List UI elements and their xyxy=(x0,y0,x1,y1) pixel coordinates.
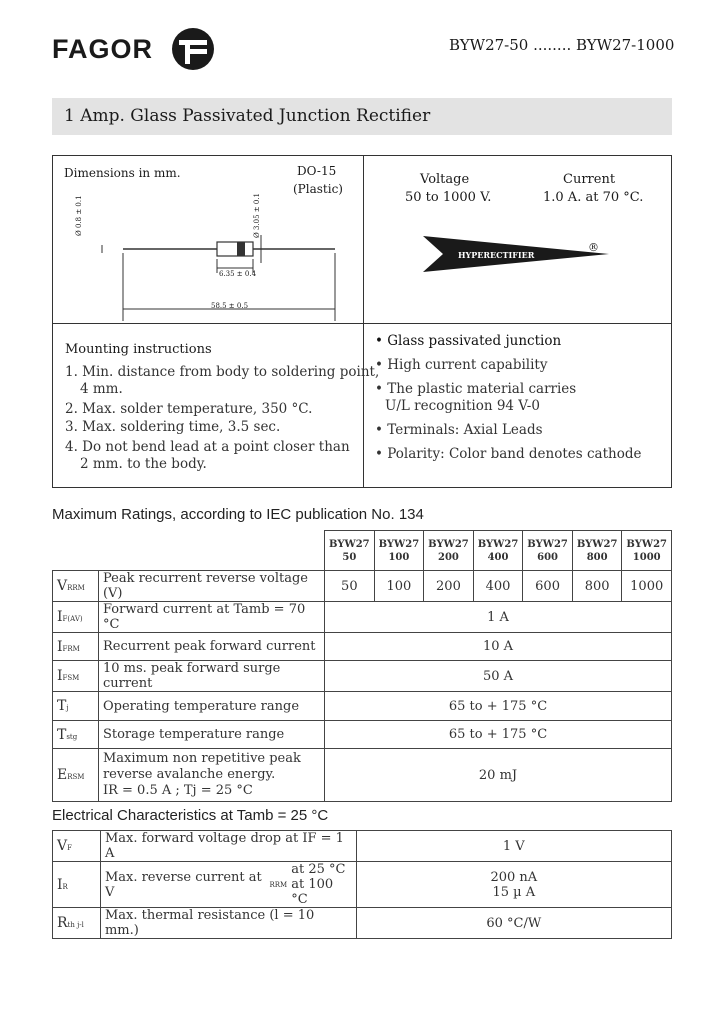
list-item: 2 mm. to the body. xyxy=(80,456,207,472)
registered-mark: ® xyxy=(588,241,599,254)
value-cell: 200 xyxy=(424,571,474,602)
symbol-cell: ERSM xyxy=(53,749,99,802)
table-row xyxy=(53,692,672,721)
table-row xyxy=(53,721,672,749)
list-item: • Terminals: Axial Leads xyxy=(375,422,543,438)
value-cell: 1 V xyxy=(356,831,671,862)
value-cell: 50 xyxy=(325,571,375,602)
package-diagram xyxy=(65,201,355,321)
electrical-table xyxy=(52,830,672,939)
value-cell: 60 °C/W xyxy=(356,908,671,939)
part-range: BYW27-50 ........ BYW27-1000 xyxy=(449,36,675,54)
brand-logo-icon xyxy=(171,27,215,71)
overview-box xyxy=(52,155,672,488)
mounting-list xyxy=(65,362,379,474)
desc-cell: 10 ms. peak forward surge current xyxy=(98,661,324,692)
table-row xyxy=(53,571,672,602)
list-item: 4. Do not bend lead at a point closer than xyxy=(65,439,350,455)
value-cell: 600 xyxy=(523,571,573,602)
table-row xyxy=(53,531,672,571)
symbol-cell: IR xyxy=(53,862,101,908)
electrical-title: Electrical Characteristics at Tamb = 25 °C xyxy=(52,807,329,824)
current-label: Current xyxy=(563,172,616,187)
col-header: BYW27 100 xyxy=(374,531,424,571)
value-cell: 10 A xyxy=(325,633,672,661)
dims-label: Dimensions in mm. xyxy=(64,166,181,180)
dim-lead-diameter: Ø 0.8 ± 0.1 xyxy=(75,195,83,236)
features-list xyxy=(375,330,642,465)
symbol-cell: Tj xyxy=(53,692,99,721)
desc-cell: Max. thermal resistance (l = 10 mm.) xyxy=(100,908,356,939)
desc-cell: Peak recurrent reverse voltage (V) xyxy=(98,571,324,602)
value-cell: 1000 xyxy=(622,571,672,602)
value-cell: 400 xyxy=(473,571,523,602)
voltage-label: Voltage xyxy=(420,172,470,187)
table-row xyxy=(53,908,672,939)
dim-body-length: 6.35 ± 0.4 xyxy=(219,270,257,278)
value-cell: 65 to + 175 °C xyxy=(325,721,672,749)
list-item: • The plastic material carries xyxy=(375,381,577,397)
table-row xyxy=(53,749,672,802)
value-cell: 200 nA 15 µ A xyxy=(356,862,671,908)
value-cell: 100 xyxy=(374,571,424,602)
dim-body-diameter: Ø 3.05 ± 0.1 xyxy=(253,193,261,238)
table-row xyxy=(53,633,672,661)
table-row xyxy=(53,602,672,633)
col-header: BYW27 800 xyxy=(572,531,622,571)
value-cell: 20 mJ xyxy=(325,749,672,802)
desc-cell: Maximum non repetitive peak reverse avalanche energy. IR = 0.5 A ; Tj = 25 °C xyxy=(98,749,324,802)
list-item: 4 mm. xyxy=(80,381,123,397)
col-header: BYW27 200 xyxy=(424,531,474,571)
ratings-title: Maximum Ratings, according to IEC publication No. 134 xyxy=(52,506,424,523)
list-item: • Polarity: Color band denotes cathode xyxy=(375,446,642,462)
value-cell: 65 to + 175 °C xyxy=(325,692,672,721)
desc-cell: Operating temperature range xyxy=(98,692,324,721)
symbol-cell: Tstg xyxy=(53,721,99,749)
mounting-title: Mounting instructions xyxy=(65,342,212,357)
col-header: BYW27 400 xyxy=(473,531,523,571)
badge-text: HYPERECTIFIER xyxy=(458,250,535,260)
table-row xyxy=(53,862,672,908)
symbol-cell: VF xyxy=(53,831,101,862)
package-type: (Plastic) xyxy=(293,182,343,196)
desc-cell: Forward current at Tamb = 70 °C xyxy=(98,602,324,633)
list-item: 1. Min. distance from body to soldering point, xyxy=(65,364,380,380)
list-item: • Glass passivated junction xyxy=(375,333,562,349)
list-item: U/L recognition 94 V-0 xyxy=(385,398,540,414)
table-row xyxy=(53,661,672,692)
brand-logo-text: FAGOR xyxy=(52,34,154,64)
voltage-value: 50 to 1000 V. xyxy=(405,190,492,205)
col-header: BYW27 50 xyxy=(325,531,375,571)
list-item: • High current capability xyxy=(375,357,548,373)
title-bar xyxy=(52,98,672,135)
symbol-cell: IFRM xyxy=(53,633,99,661)
desc-cell: Max. forward voltage drop at IF = 1 A xyxy=(100,831,356,862)
col-header: BYW27 1000 xyxy=(622,531,672,571)
table-row xyxy=(53,831,672,862)
symbol-cell: IFSM xyxy=(53,661,99,692)
value-cell: 800 xyxy=(572,571,622,602)
package-name: DO-15 xyxy=(297,164,337,178)
current-value: 1.0 A. at 70 °C. xyxy=(543,190,644,205)
list-item: 2. Max. solder temperature, 350 °C. xyxy=(65,401,313,417)
symbol-cell: IF(AV) xyxy=(53,602,99,633)
dim-total-length: 58.5 ± 0.5 xyxy=(211,302,249,310)
symbol-cell: VRRM xyxy=(53,571,99,602)
symbol-cell: Rth j-l xyxy=(53,908,101,939)
desc-cell: Storage temperature range xyxy=(98,721,324,749)
ratings-table xyxy=(52,530,672,802)
page-title: 1 Amp. Glass Passivated Junction Rectifier xyxy=(64,106,431,126)
desc-cell: Recurrent peak forward current xyxy=(98,633,324,661)
value-cell: 1 A xyxy=(325,602,672,633)
col-header: BYW27 600 xyxy=(523,531,573,571)
value-cell: 50 A xyxy=(325,661,672,692)
list-item: 3. Max. soldering time, 3.5 sec. xyxy=(65,419,281,435)
desc-cell: Max. reverse current at V RRM at 25 °C at 100 °C xyxy=(100,862,356,908)
